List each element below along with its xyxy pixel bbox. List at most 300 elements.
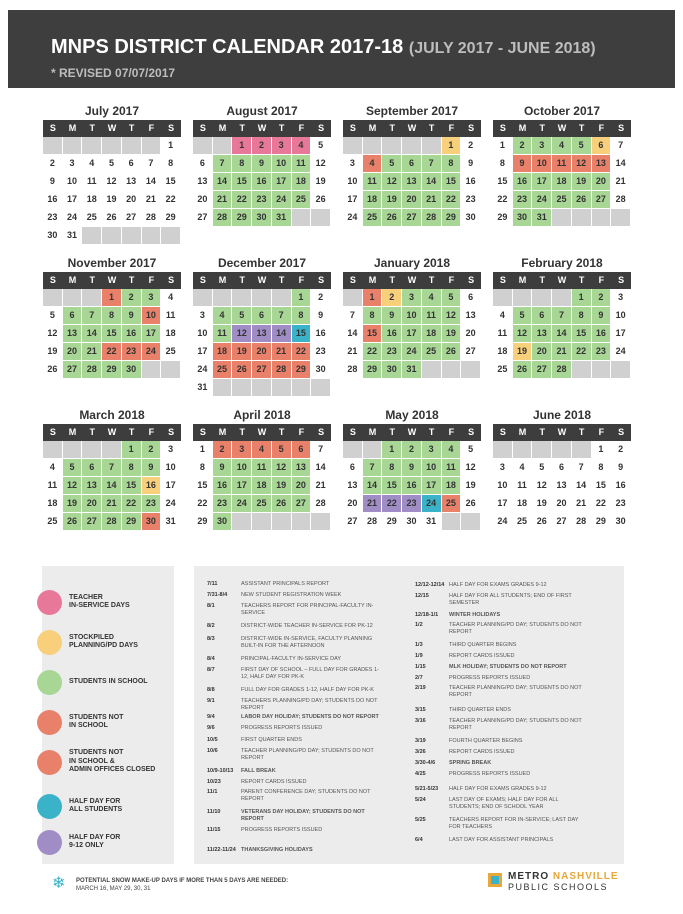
day-cell: 28 (82, 361, 102, 379)
day-cell: 16 (43, 191, 63, 209)
day-cell: 10 (142, 307, 162, 325)
event-row-right (415, 707, 589, 714)
day-cell: 30 (402, 513, 422, 531)
month-calendar (43, 254, 181, 379)
weekday-label: T (128, 123, 135, 133)
day-cell: 14 (142, 173, 162, 191)
day-cell: 22 (442, 191, 462, 209)
day-cell: 21 (311, 477, 331, 495)
empty-day-cell (102, 227, 122, 245)
day-cell: 26 (63, 513, 83, 531)
weekday-label: M (518, 427, 527, 437)
weekday-label: T (389, 275, 395, 285)
day-cell: 25 (82, 209, 102, 227)
event-text: WINTER HOLIDAYS (449, 612, 501, 618)
event-date: 8/2 (207, 623, 215, 629)
event-row-right (415, 771, 589, 778)
day-cell: 4 (493, 307, 513, 325)
event-date: 12/12-12/14 (415, 582, 445, 588)
day-cell: 18 (513, 495, 533, 513)
weekday-label: S (168, 123, 175, 133)
day-cell: 9 (461, 155, 481, 173)
weekday-label: F (448, 427, 455, 437)
empty-day-cell (213, 289, 233, 307)
event-row-left (207, 603, 381, 616)
week-row (43, 361, 181, 379)
weekday-label: S (349, 275, 356, 285)
event-text: REPORT CARDS ISSUED (449, 749, 515, 755)
week-row (43, 137, 181, 155)
week-row (193, 343, 331, 361)
day-cell: 31 (272, 209, 292, 227)
weekday-header (43, 120, 181, 137)
legend-swatch (37, 630, 62, 655)
day-cell: 15 (232, 173, 252, 191)
snow-makeup-note (76, 877, 288, 893)
weekday-label: T (278, 275, 285, 285)
event-row-right (415, 837, 589, 844)
week-row (43, 459, 181, 477)
day-cell: 24 (611, 343, 631, 361)
weekday-label: M (368, 427, 377, 437)
week-row (43, 495, 181, 513)
week-row (343, 477, 481, 495)
day-cell: 4 (513, 459, 533, 477)
weekday-header (343, 424, 481, 441)
weekday-label: T (89, 123, 95, 133)
day-cell: 27 (402, 209, 422, 227)
weekday-label: M (518, 275, 527, 285)
day-cell: 20 (193, 191, 213, 209)
day-cell: 9 (213, 459, 233, 477)
day-cell: 26 (572, 191, 592, 209)
day-cell: 19 (382, 191, 402, 209)
day-cell: 13 (63, 325, 83, 343)
day-cell: 27 (532, 361, 552, 379)
event-text: TEACHER PLANNING/PD DAY; STUDENTS DO NOT REPORT (241, 748, 374, 761)
day-cell: 30 (213, 513, 233, 531)
events-list (194, 566, 624, 864)
day-cell: 30 (122, 361, 142, 379)
day-cell: 25 (493, 361, 513, 379)
day-cell: 24 (422, 495, 442, 513)
day-cell: 15 (122, 477, 142, 495)
event-text: TEACHER PLANNING/PD DAY; STUDENTS DO NOT REPORT (449, 685, 582, 698)
weekday-label: S (199, 427, 206, 437)
day-cell: 31 (532, 209, 552, 227)
day-cell: 2 (402, 441, 422, 459)
day-cell: 10 (343, 173, 363, 191)
event-text: TEACHERS REPORT FOR PRINCIPAL-FACULTY IN-SERVICE (241, 603, 374, 616)
day-cell: 17 (611, 325, 631, 343)
day-cell: 21 (213, 191, 233, 209)
day-cell: 13 (552, 477, 572, 495)
weekday-label: M (368, 123, 377, 133)
empty-day-cell (442, 513, 462, 531)
weekday-label: T (428, 427, 435, 437)
event-date: 8/3 (207, 636, 215, 642)
weekday-label: T (428, 275, 435, 285)
day-cell: 9 (252, 155, 272, 173)
empty-day-cell (232, 513, 252, 531)
day-cell: 1 (102, 289, 122, 307)
day-cell: 28 (213, 209, 233, 227)
day-cell: 2 (252, 137, 272, 155)
day-cell: 18 (161, 325, 181, 343)
day-cell: 2 (461, 137, 481, 155)
legend-swatch (37, 710, 62, 735)
day-cell: 11 (422, 307, 442, 325)
empty-day-cell (493, 441, 513, 459)
week-row (43, 209, 181, 227)
weekday-label: T (89, 275, 95, 285)
event-date: 3/15 (415, 707, 426, 713)
day-cell: 24 (63, 209, 83, 227)
day-cell: 17 (493, 495, 513, 513)
event-row-left (207, 636, 381, 649)
event-row-right (415, 760, 589, 767)
day-cell: 17 (402, 325, 422, 343)
event-date: 11/1 (207, 789, 218, 795)
day-cell: 22 (193, 495, 213, 513)
week-row (43, 477, 181, 495)
week-row (193, 191, 331, 209)
event-text: VETERANS DAY HOLIDAY; STUDENTS DO NOT REPORT (241, 809, 365, 822)
week-row (493, 361, 631, 379)
day-cell: 31 (402, 361, 422, 379)
event-row-left (207, 789, 381, 802)
empty-day-cell (161, 361, 181, 379)
weekday-header (343, 120, 481, 137)
day-cell: 17 (193, 343, 213, 361)
event-text: PARENT CONFERENCE DAY; STUDENTS DO NOT REPORT (241, 789, 371, 802)
page-title (51, 36, 596, 59)
day-cell: 29 (193, 513, 213, 531)
day-cell: 7 (343, 307, 363, 325)
day-cell: 8 (493, 155, 513, 173)
day-cell: 24 (161, 495, 181, 513)
week-row (493, 459, 631, 477)
weekday-label: T (578, 275, 585, 285)
day-cell: 23 (592, 343, 612, 361)
day-cell: 6 (552, 459, 572, 477)
day-cell: 15 (382, 477, 402, 495)
empty-day-cell (552, 209, 572, 227)
day-cell: 6 (532, 307, 552, 325)
day-cell: 2 (311, 289, 331, 307)
month-calendar (493, 102, 631, 227)
weekday-label: T (578, 123, 585, 133)
day-cell: 10 (161, 459, 181, 477)
weekday-label: S (468, 275, 475, 285)
weekday-label: F (148, 123, 155, 133)
weekday-label: W (107, 275, 117, 285)
day-cell: 30 (382, 361, 402, 379)
day-cell: 28 (102, 513, 122, 531)
day-cell: 1 (442, 137, 462, 155)
day-cell: 11 (442, 459, 462, 477)
week-row (193, 459, 331, 477)
event-row-left (207, 737, 381, 744)
event-date: 8/7 (207, 667, 215, 673)
day-cell: 5 (43, 307, 63, 325)
month-calendar (193, 102, 331, 227)
empty-day-cell (272, 379, 292, 397)
week-row (343, 441, 481, 459)
day-cell: 6 (592, 137, 612, 155)
day-cell: 26 (382, 209, 402, 227)
day-cell: 17 (343, 191, 363, 209)
day-cell: 11 (82, 173, 102, 191)
day-cell: 6 (402, 155, 422, 173)
day-cell: 13 (461, 307, 481, 325)
month-name: October 2017 (523, 104, 601, 118)
event-text: FIRST QUARTER ENDS (241, 737, 302, 743)
legend-swatch (37, 590, 62, 615)
day-cell: 27 (461, 343, 481, 361)
week-row (343, 495, 481, 513)
weekday-label: S (168, 275, 175, 285)
weekday-label: S (49, 427, 56, 437)
day-cell: 13 (193, 173, 213, 191)
week-row (193, 441, 331, 459)
event-text: PRINCIPAL-FACULTY IN-SERVICE DAY (241, 656, 342, 662)
event-row-right (415, 582, 589, 589)
day-cell: 23 (382, 343, 402, 361)
empty-day-cell (532, 441, 552, 459)
weekday-label: W (557, 123, 567, 133)
week-row (43, 191, 181, 209)
day-cell: 10 (272, 155, 292, 173)
day-cell: 4 (442, 441, 462, 459)
day-cell: 8 (382, 459, 402, 477)
weekday-header (343, 272, 481, 289)
day-cell: 22 (102, 343, 122, 361)
event-row-left (207, 827, 381, 834)
event-row-right (415, 797, 589, 810)
day-cell: 23 (611, 495, 631, 513)
week-row (193, 137, 331, 155)
day-cell: 26 (102, 209, 122, 227)
day-cell: 24 (402, 343, 422, 361)
week-row (193, 361, 331, 379)
day-cell: 14 (82, 325, 102, 343)
month-name: June 2018 (532, 408, 592, 422)
day-cell: 10 (402, 307, 422, 325)
month-calendar (343, 406, 481, 531)
day-cell: 1 (592, 441, 612, 459)
week-row (193, 209, 331, 227)
day-cell: 25 (552, 191, 572, 209)
event-text: LAST DAY FOR ASSISTANT PRINCIPALS (449, 837, 554, 843)
day-cell: 25 (442, 495, 462, 513)
day-cell: 6 (122, 155, 142, 173)
day-cell: 25 (161, 343, 181, 361)
day-cell: 19 (532, 495, 552, 513)
event-date: 7/31-8/4 (207, 592, 228, 598)
week-row (493, 477, 631, 495)
empty-day-cell (311, 379, 331, 397)
legend-label: STUDENTS NOT IN SCHOOL (69, 713, 124, 729)
event-date: 3/19 (415, 738, 426, 744)
day-cell: 6 (63, 307, 83, 325)
day-cell: 17 (422, 477, 442, 495)
day-cell: 26 (513, 361, 533, 379)
day-cell: 18 (363, 191, 383, 209)
event-date: 10/23 (207, 779, 221, 785)
empty-day-cell (343, 137, 363, 155)
day-cell: 13 (532, 325, 552, 343)
legend-label: HALF DAY FOR 9-12 ONLY (69, 833, 121, 849)
weekday-label: S (199, 123, 206, 133)
day-cell: 28 (422, 209, 442, 227)
empty-day-cell (382, 137, 402, 155)
day-cell: 27 (122, 209, 142, 227)
day-cell: 16 (402, 477, 422, 495)
day-cell: 6 (292, 441, 312, 459)
day-cell: 15 (193, 477, 213, 495)
event-text: SPRING BREAK (449, 760, 492, 766)
day-cell: 20 (63, 343, 83, 361)
day-cell: 21 (611, 173, 631, 191)
day-cell: 14 (422, 173, 442, 191)
event-row-right (415, 612, 589, 619)
day-cell: 6 (252, 307, 272, 325)
day-cell: 20 (461, 325, 481, 343)
day-cell: 19 (63, 495, 83, 513)
day-cell: 24 (532, 191, 552, 209)
empty-day-cell (122, 227, 142, 245)
revised-note: * REVISED 07/07/2017 (51, 66, 176, 80)
event-text: ASSISTANT PRINCIPALS REPORT (241, 581, 330, 587)
empty-day-cell (572, 209, 592, 227)
day-cell: 17 (272, 173, 292, 191)
day-cell: 27 (193, 209, 213, 227)
empty-day-cell (611, 361, 631, 379)
day-cell: 16 (382, 325, 402, 343)
event-row-right (415, 786, 589, 793)
empty-day-cell (343, 289, 363, 307)
day-cell: 8 (161, 155, 181, 173)
day-cell: 1 (122, 441, 142, 459)
day-cell: 5 (513, 307, 533, 325)
day-cell: 27 (63, 361, 83, 379)
day-cell: 3 (422, 441, 442, 459)
event-row-left (207, 656, 381, 663)
day-cell: 13 (122, 173, 142, 191)
empty-day-cell (592, 361, 612, 379)
month-name: March 2018 (79, 408, 145, 422)
week-row (193, 495, 331, 513)
event-row-left (207, 768, 381, 775)
day-cell: 11 (513, 477, 533, 495)
day-cell: 4 (213, 307, 233, 325)
day-cell: 10 (63, 173, 83, 191)
weekday-label: W (557, 427, 567, 437)
day-cell: 10 (611, 307, 631, 325)
day-cell: 8 (232, 155, 252, 173)
event-date: 11/22-11/24 (207, 847, 236, 853)
day-cell: 14 (363, 477, 383, 495)
day-cell: 27 (252, 361, 272, 379)
day-cell: 11 (161, 307, 181, 325)
empty-day-cell (311, 513, 331, 531)
weekday-label: M (68, 275, 77, 285)
event-text: THIRD QUARTER BEGINS (449, 642, 517, 648)
week-row (493, 325, 631, 343)
day-cell: 15 (161, 173, 181, 191)
week-row (343, 513, 481, 531)
day-cell: 16 (513, 173, 533, 191)
day-cell: 10 (532, 155, 552, 173)
day-cell: 29 (382, 513, 402, 531)
day-cell: 29 (292, 361, 312, 379)
day-cell: 29 (363, 361, 383, 379)
week-row (493, 495, 631, 513)
day-cell: 17 (232, 477, 252, 495)
day-cell: 11 (363, 173, 383, 191)
day-cell: 31 (422, 513, 442, 531)
empty-day-cell (363, 441, 383, 459)
day-cell: 19 (43, 343, 63, 361)
day-cell: 28 (611, 191, 631, 209)
weekday-label: T (539, 123, 545, 133)
week-row (193, 513, 331, 531)
day-cell: 24 (493, 513, 513, 531)
day-cell: 10 (193, 325, 213, 343)
empty-day-cell (252, 379, 272, 397)
legend-label: STOCKPILED PLANNING/PD DAYS (69, 633, 138, 649)
event-date: 5/24 (415, 797, 426, 803)
day-cell: 18 (422, 325, 442, 343)
empty-day-cell (292, 513, 312, 531)
weekday-label: W (407, 427, 417, 437)
event-row-left (207, 748, 381, 761)
day-cell: 12 (382, 173, 402, 191)
day-cell: 12 (232, 325, 252, 343)
empty-day-cell (493, 289, 513, 307)
weekday-label: W (557, 275, 567, 285)
day-cell: 3 (232, 441, 252, 459)
event-row-right (415, 718, 589, 731)
day-cell: 16 (213, 477, 233, 495)
month-calendar (43, 406, 181, 531)
empty-day-cell (513, 289, 533, 307)
event-row-right (415, 749, 589, 756)
empty-day-cell (82, 227, 102, 245)
weekday-label: T (278, 427, 285, 437)
day-cell: 23 (513, 191, 533, 209)
week-row (343, 155, 481, 173)
day-cell: 26 (532, 513, 552, 531)
day-cell: 20 (592, 173, 612, 191)
day-cell: 2 (142, 441, 162, 459)
weekday-label: T (239, 123, 245, 133)
weekday-label: T (239, 427, 245, 437)
day-cell: 22 (363, 343, 383, 361)
event-date: 8/8 (207, 687, 215, 693)
day-cell: 18 (43, 495, 63, 513)
event-date: 8/4 (207, 656, 215, 662)
day-cell: 5 (572, 137, 592, 155)
event-row-left (207, 779, 381, 786)
day-cell: 19 (232, 343, 252, 361)
day-cell: 9 (402, 459, 422, 477)
day-cell: 15 (363, 325, 383, 343)
empty-day-cell (232, 289, 252, 307)
week-row (343, 289, 481, 307)
event-date: 6/4 (415, 837, 423, 843)
